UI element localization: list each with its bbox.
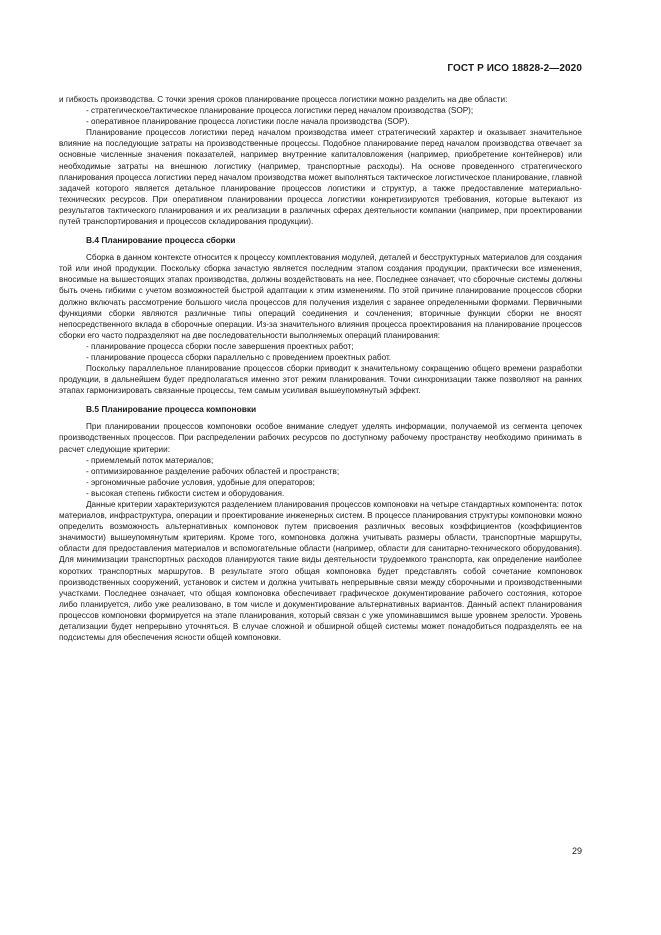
- paragraph: Планирование процессов логистики перед началом производства имеет стратегический характер и оказывает значительное влияние на последующие затраты на производственные процессы. Подобное планирование перед началом производства отвечает за основные численные значения показателей, например внутренние капиталовложения (например, приобретение контейнеров) или необходимые затраты на внешнюю логистику (например, транспортные расходы). На основе проведенного стратегического планирования процесса логистики перед началом производства может выполняться тактическое логистическое планирование, главной задачей которого является детальное планирование процессов логистики и структур, а также предоставление материально-технических ресурсов. При оперативном планировании процесса логистики конкретизируются требования, которые вытекают из результатов тактического планирования и их реализации в различных сферах деятельности компании (например, при проектировании путей транспортирования и процессов складирования продукции).: [59, 128, 582, 227]
- paragraph: Данные критерии характеризуются разделением планирования процессов компоновки на четыре стандартных компонента: поток материалов, инфраструктура, операции и проектирование инженерных систем. В процессе планирования структуры компоновки можно определить возможность альтернативных компоновок путем присвоения различных весовых коэффициентов (коэффициентов значимости) вышеупомянутым критериям. Кроме того, компоновка должна учитывать размеры области, транспортные маршруты, области для предоставления материалов и вспомогательные области (например, области для санитарно-технического оборудования). Для минимизации транспортных расходов планируются такие виды деятельности трудоемкого транспорта, как определение наиболее коротких транспортных маршрутов. В результате этого общая компоновка будет представлять собой сочетание компоновок производственных сооружений, установок и систем и должна учитывать непрерывные связи между сборочными и производственными участками. Последнее означает, что общая компоновка обеспечивает графическое документирование рабочего состояния, которое либо планируется, либо уже реализовано, в том числе и документирование альтернативных вариантов. Данный аспект планирования процессов компоновки формируется на этапе планирования, который связан с уже упоминавшимся выше уровнем зрелости. Уровень детализации будет непрерывно уточняться. В случае сложной и обширной общей системы может понадобиться подразделять ее на подсистемы для обеспечения ясности общей компоновки.: [59, 500, 582, 643]
- list-item: - высокая степень гибкости систем и оборудования.: [86, 488, 285, 498]
- list-item: - приемлемый поток материалов;: [86, 455, 214, 465]
- list-item: - стратегическое/тактическое планирование процесса логистики перед началом производства (SOP);: [86, 106, 474, 116]
- page-number: 29: [571, 846, 582, 856]
- list-item: - планирование процесса сборки после завершения проектных работ;: [86, 341, 354, 351]
- section-heading-b4: В.4 Планирование процесса сборки: [86, 235, 236, 246]
- list-item: - эргономичные рабочие условия, удобные для операторов;: [86, 477, 315, 487]
- list-item: - оптимизированное разделение рабочих областей и пространств;: [86, 466, 340, 476]
- section-heading-b5: В.5 Планирование процесса компоновки: [86, 404, 257, 415]
- document-code: ГОСТ Р ИСО 18828-2—2020: [447, 63, 582, 74]
- intro-paragraph: и гибкость производства. С точки зрения сроков планирование процесса логистики можно разделить на две области:: [59, 95, 508, 104]
- paragraph: Сборка в данном контексте относится к процессу комплектования модулей, деталей и бесструктурных материалов для создания той или иной продукции. Поскольку сборка зачастую является последним этапом создания продукции, практически все изменения, вносимые на вышестоящих этапах производства, должны воздействовать на нее. Последнее означает, что сборочные системы должны быть очень гибкими с учетом возможностей быстрой адаптации к этим изменениям. По этой причине планирование процессов сборки должно включать рассмотрение большого числа процессов для получения изделия с заранее определенными формами. Первичными функциями сборки являются различные типы операций соединения и сочленения; вторичные функции сборки не вносят непосредственного вклада в сборочные операции. Из-за значительного влияния процесса проектирования на планирование процессов сборки его часто подразделяют на две последовательности выполняемых операций планирования:: [59, 253, 582, 340]
- list-item: - планирование процесса сборки параллельно с проведением проектных работ.: [86, 352, 392, 362]
- page-body: [59, 94, 582, 643]
- paragraph: При планировании процессов компоновки особое внимание следует уделять информации, получаемой из сегмента цепочек производственных процессов. При распределении рабочих ресурсов по доступному рабочему пространству необходимо принимать в расчет следующие критерии:: [59, 422, 582, 454]
- paragraph: Поскольку параллельное планирование процессов сборки приводит к значительному сокращению общего времени разработки продукции, в дальнейшем будет предполагаться именно этот режим планирования. Точки синхронизации также позволяют на ранних этапах гармонизировать связанные процессы, тем самым усиливая вышеупомянутый эффект.: [59, 364, 582, 396]
- list-item: - оперативное планирование процесса логистики после начала производства (SOP).: [86, 117, 410, 127]
